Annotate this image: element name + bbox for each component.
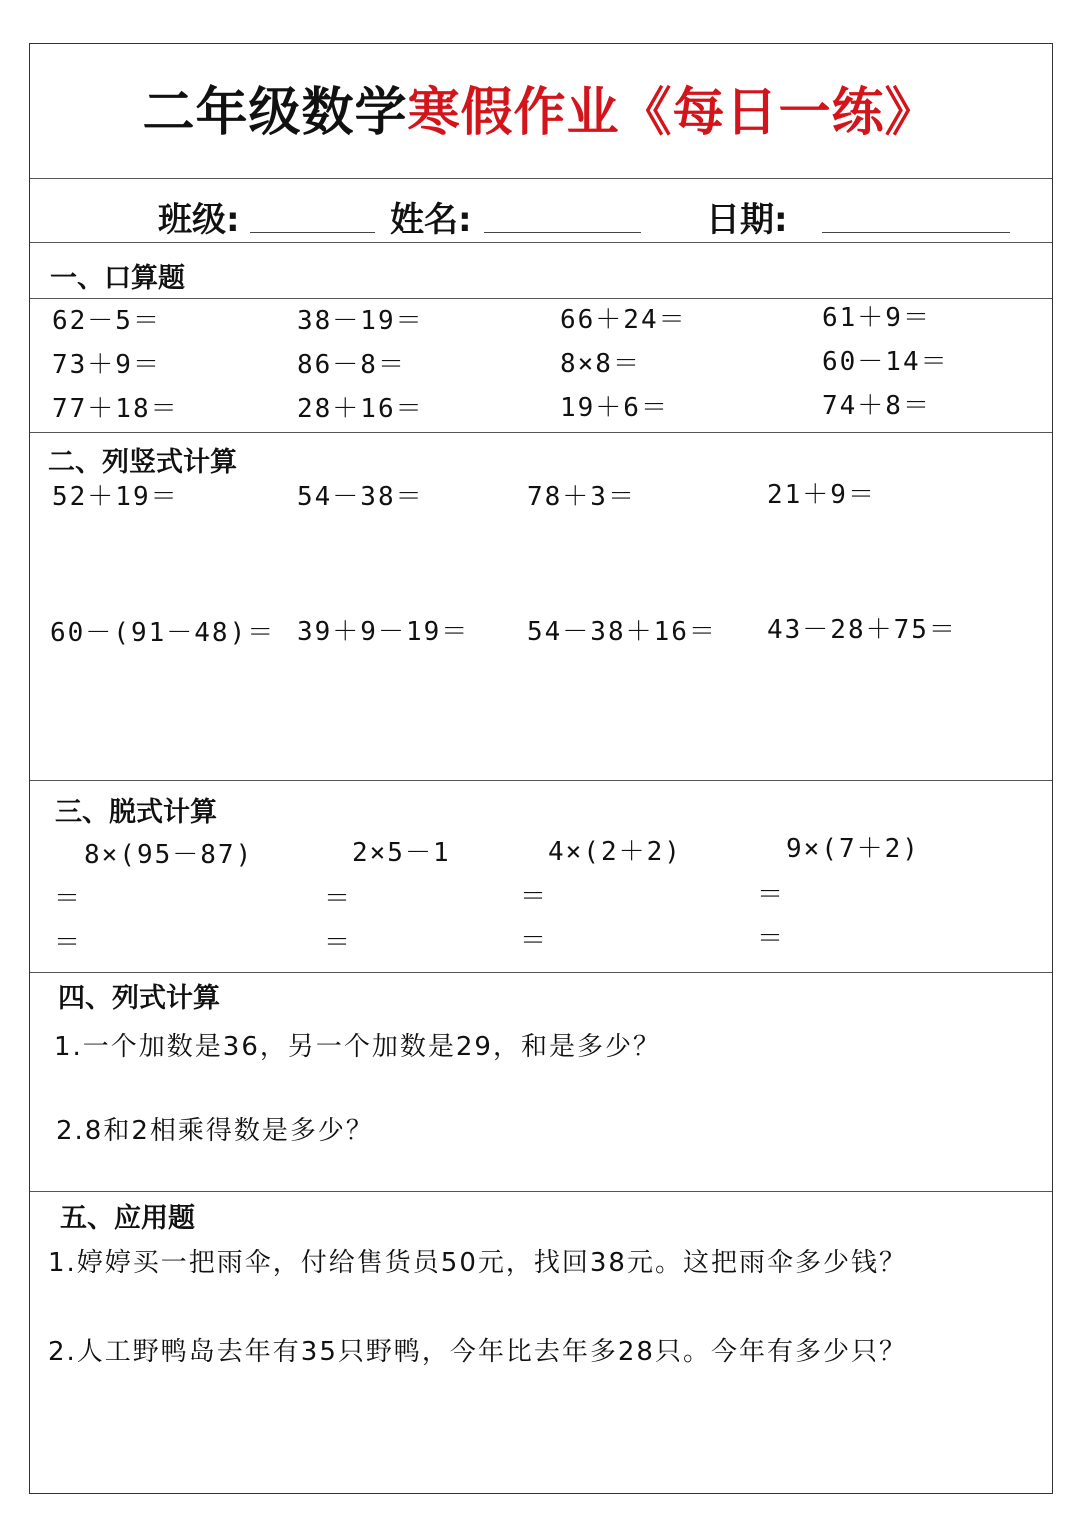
s1-problem: 38－19＝ [297, 306, 424, 336]
title-red: 寒假作业《每日一练》 [407, 83, 938, 143]
divider-s2 [30, 780, 1052, 781]
section4-heading: 四、列式计算 [58, 983, 220, 1014]
s2-problem: 60－(91－48)＝ [50, 618, 276, 648]
title-black: 二年级数学 [142, 83, 408, 143]
s3-problem: 2×5－1 [352, 838, 451, 868]
section2-heading: 二、列竖式计算 [48, 447, 237, 478]
s1-problem: 28＋16＝ [297, 394, 424, 424]
s3-equals: ＝ [54, 884, 83, 914]
s2-problem: 54－38＋16＝ [527, 617, 717, 647]
s2-problem: 52＋19＝ [52, 482, 179, 512]
s5-question: 1.婷婷买一把雨伞，付给售货员50元，找回38元。这把雨伞多少钱？ [48, 1248, 907, 1278]
s2-problem: 78＋3＝ [527, 482, 636, 512]
s1-problem: 19＋6＝ [560, 393, 669, 423]
class-label: 班级: [158, 200, 240, 240]
divider-s1 [30, 432, 1052, 433]
page-title [0, 70, 1080, 145]
s4-question: 2.8和2相乘得数是多少？ [56, 1116, 374, 1146]
s1-problem: 8×8＝ [560, 349, 641, 379]
name-label: 姓名: [390, 200, 472, 240]
divider-s4 [30, 1191, 1052, 1192]
s3-equals: ＝ [324, 928, 353, 958]
s1-problem: 73＋9＝ [52, 350, 161, 380]
s1-problem: 86－8＝ [297, 350, 406, 380]
section5-heading: 五、应用题 [60, 1203, 195, 1234]
divider-title [30, 178, 1052, 179]
s2-problem: 21＋9＝ [767, 480, 876, 510]
s2-problem: 54－38＝ [297, 482, 424, 512]
s3-problem: 8×(95－87) [84, 840, 254, 870]
s1-problem: 66＋24＝ [560, 305, 687, 335]
divider-s3 [30, 972, 1052, 973]
section1-heading: 一、口算题 [50, 263, 185, 294]
s1-problem: 62－5＝ [52, 306, 161, 336]
s2-problem: 43－28＋75＝ [767, 615, 957, 645]
name-blank[interactable] [484, 232, 641, 233]
section3-heading: 三、脱式计算 [55, 797, 217, 828]
date-blank[interactable] [822, 232, 1010, 233]
s1-problem: 61＋9＝ [822, 303, 931, 333]
class-blank[interactable] [250, 232, 375, 233]
s4-question: 1.一个加数是36，另一个加数是29，和是多少？ [54, 1032, 661, 1062]
s1-problem: 74＋8＝ [822, 391, 931, 421]
s3-equals: ＝ [757, 880, 786, 910]
s2-problem: 39＋9－19＝ [297, 617, 470, 647]
s3-equals: ＝ [520, 882, 549, 912]
s3-equals: ＝ [324, 884, 353, 914]
s3-problem: 9×(7＋2) [786, 834, 920, 864]
date-label: 日期: [706, 200, 788, 240]
divider-info [30, 242, 1052, 243]
s1-problem: 77＋18＝ [52, 394, 179, 424]
s3-problem: 4×(2＋2) [548, 837, 682, 867]
s3-equals: ＝ [54, 928, 83, 958]
s3-equals: ＝ [757, 924, 786, 954]
s3-equals: ＝ [520, 926, 549, 956]
s1-problem: 60－14＝ [822, 347, 949, 377]
s5-question: 2.人工野鸭岛去年有35只野鸭，今年比去年多28只。今年有多少只？ [48, 1337, 907, 1367]
